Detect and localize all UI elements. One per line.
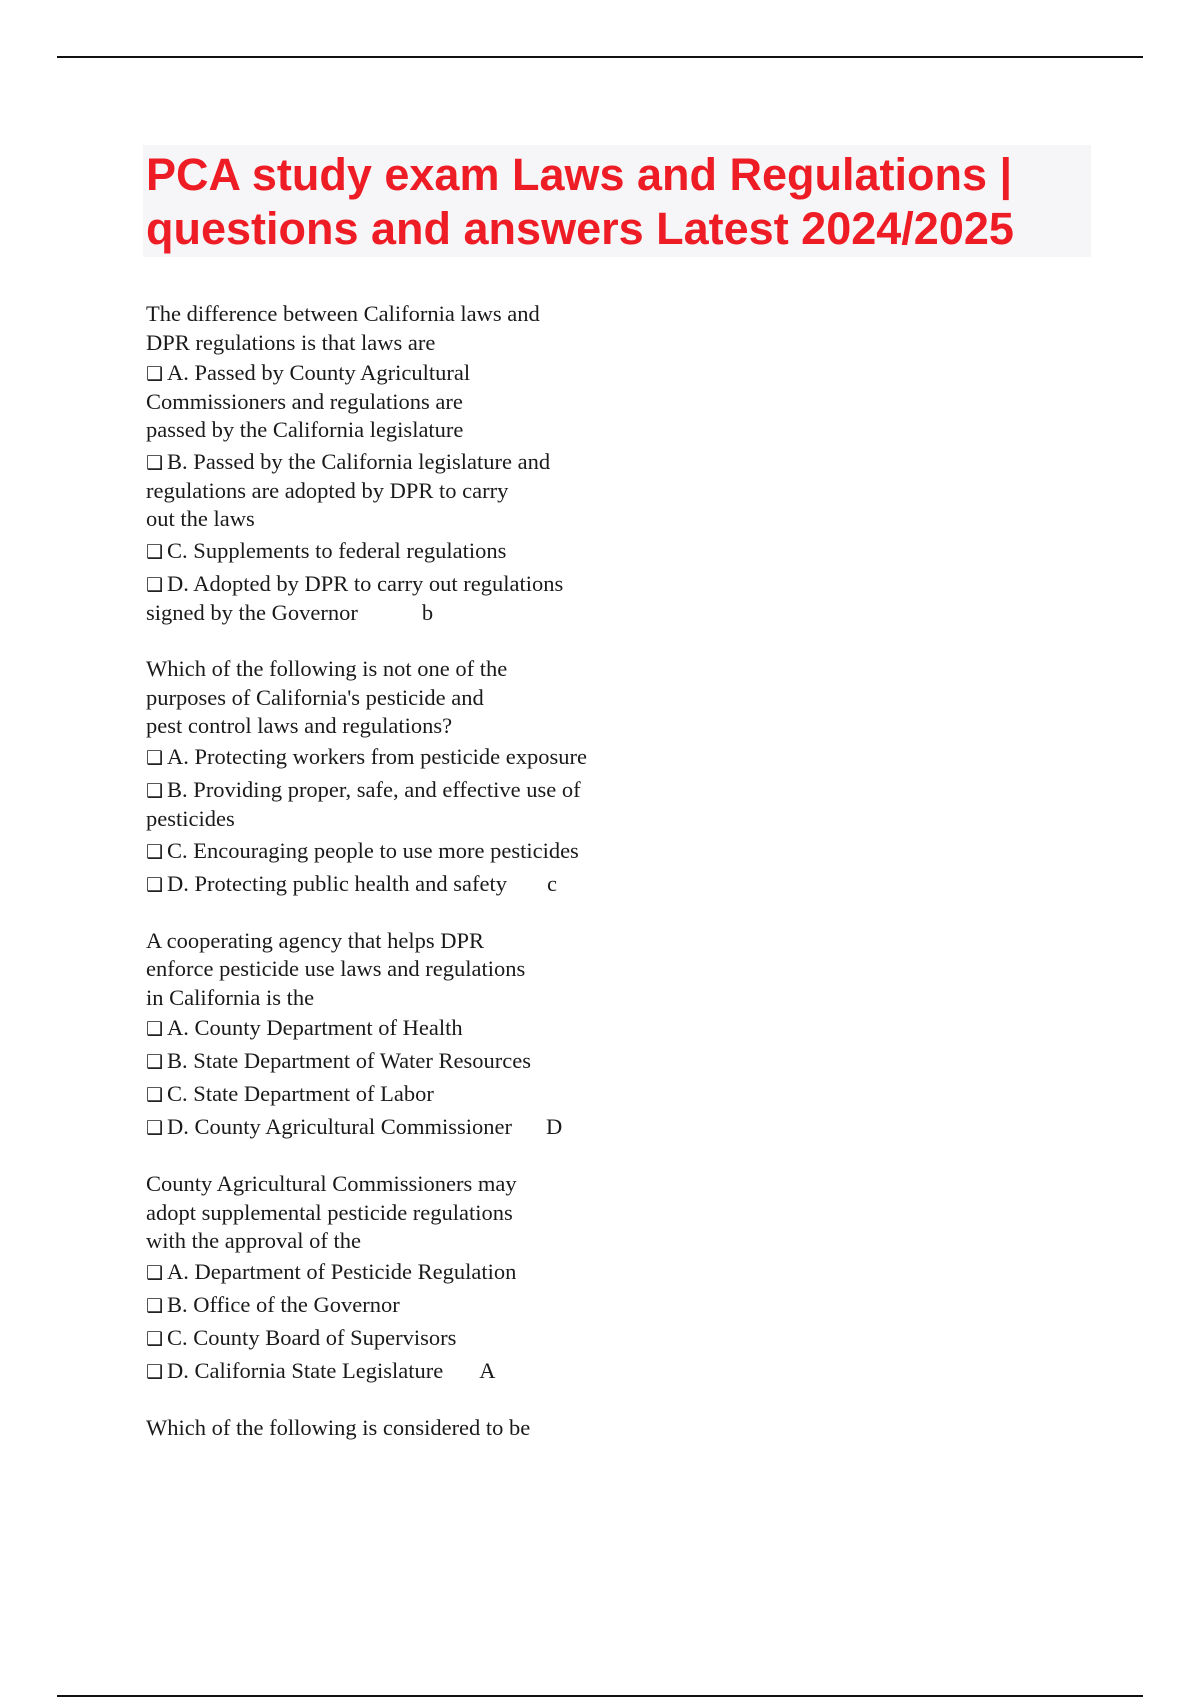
question-text: The difference between California laws and DPR regulations is that laws are bbox=[146, 301, 540, 355]
answer-key: c bbox=[546, 870, 557, 896]
option-label: D. County Agricultural Commissioner bbox=[167, 1114, 513, 1139]
option-label: C. Supplements to federal regulations bbox=[167, 538, 507, 563]
option-a bbox=[146, 359, 846, 444]
option-label: A. Department of Pesticide Regulation bbox=[167, 1258, 517, 1284]
checkbox-icon: ❑ bbox=[146, 1018, 164, 1040]
checkbox-icon: ❑ bbox=[146, 746, 164, 769]
checkbox-icon: ❑ bbox=[146, 1294, 164, 1317]
option-a bbox=[146, 743, 846, 772]
checkbox-icon: ❑ bbox=[146, 452, 164, 474]
option-label: D. Adopted by DPR to carry out regulations signed by the Governor bbox=[146, 571, 564, 625]
checkbox-icon: ❑ bbox=[146, 1327, 164, 1350]
option-c bbox=[146, 837, 846, 866]
option-c bbox=[146, 1080, 846, 1109]
question-5 bbox=[146, 1414, 846, 1443]
option-d bbox=[146, 1113, 846, 1142]
option-c bbox=[146, 537, 846, 566]
option-a bbox=[146, 1014, 846, 1043]
checkbox-icon: ❑ bbox=[146, 541, 164, 563]
checkbox-icon: ❑ bbox=[146, 779, 164, 802]
question-text: Which of the following is considered to be bbox=[146, 1414, 531, 1440]
option-label: D. California State Legislature bbox=[167, 1357, 444, 1383]
option-d bbox=[146, 1357, 846, 1386]
document-title: PCA study exam Laws and Regulations | questions and answers Latest 2024/2025 bbox=[146, 149, 1014, 254]
option-label: B. Office of the Governor bbox=[167, 1291, 400, 1317]
checkbox-icon: ❑ bbox=[146, 873, 164, 896]
option-label: A. Protecting workers from pesticide exposure bbox=[167, 743, 587, 769]
option-label: B. Passed by the California legislature and regulations are adopted by DPR to carry out the laws bbox=[146, 449, 551, 531]
option-label: A. Passed by County Agricultural Commissioners and regulations are passed by the California legislature bbox=[146, 360, 471, 442]
option-label: B. Providing proper, safe, and effective use of pesticides bbox=[146, 776, 581, 831]
option-label: A. County Department of Health bbox=[167, 1015, 463, 1040]
option-b bbox=[146, 1291, 846, 1320]
option-b bbox=[146, 1047, 846, 1076]
option-b bbox=[146, 448, 846, 533]
answer-key: D bbox=[546, 1114, 563, 1139]
option-c bbox=[146, 1324, 846, 1353]
option-d bbox=[146, 570, 846, 627]
checkbox-icon: ❑ bbox=[146, 363, 164, 385]
checkbox-icon: ❑ bbox=[146, 1117, 164, 1139]
question-text: County Agricultural Commissioners may adopt supplemental pesticide regulations with the approval of the bbox=[146, 1171, 517, 1253]
option-label: B. State Department of Water Resources bbox=[167, 1048, 531, 1073]
answer-key: A bbox=[479, 1357, 496, 1383]
question-4 bbox=[146, 1170, 846, 1386]
answer-key: b bbox=[421, 600, 434, 625]
question-list bbox=[146, 300, 846, 1470]
question-3 bbox=[146, 927, 846, 1143]
checkbox-icon: ❑ bbox=[146, 574, 164, 596]
option-label: C. State Department of Labor bbox=[167, 1081, 434, 1106]
question-text: Which of the following is not one of the purposes of California's pesticide and pest control laws and regulations? bbox=[146, 656, 508, 738]
checkbox-icon: ❑ bbox=[146, 1261, 164, 1284]
top-rule bbox=[57, 56, 1143, 58]
option-label: C. County Board of Supervisors bbox=[167, 1324, 457, 1350]
option-a bbox=[146, 1258, 846, 1287]
checkbox-icon: ❑ bbox=[146, 1051, 164, 1073]
question-2 bbox=[146, 655, 846, 899]
option-label: C. Encouraging people to use more pesticides bbox=[167, 837, 579, 863]
option-label: D. Protecting public health and safety bbox=[167, 870, 507, 896]
bottom-rule bbox=[57, 1695, 1143, 1697]
question-1 bbox=[146, 300, 846, 627]
option-b bbox=[146, 776, 846, 833]
question-text: A cooperating agency that helps DPR enforce pesticide use laws and regulations in California is the bbox=[146, 927, 526, 1010]
option-d bbox=[146, 870, 846, 899]
checkbox-icon: ❑ bbox=[146, 840, 164, 863]
checkbox-icon: ❑ bbox=[146, 1084, 164, 1106]
checkbox-icon: ❑ bbox=[146, 1360, 164, 1383]
